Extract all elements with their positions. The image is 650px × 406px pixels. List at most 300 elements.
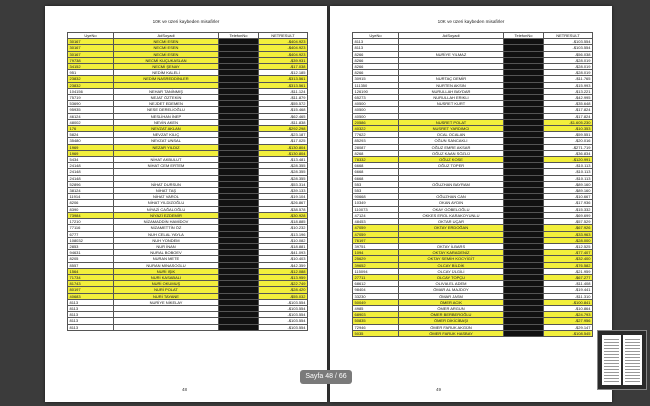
net-result-cell: -$103.554 bbox=[544, 45, 593, 51]
ad-soyadi-cell: NESE DERELİOĞLU bbox=[114, 107, 219, 113]
net-result-cell: -$56.038 bbox=[544, 51, 593, 57]
uye-no-cell: 33230 bbox=[353, 293, 399, 299]
header-uyeno: UyeNo bbox=[353, 33, 399, 39]
ad-soyadi-cell: OLCAY TOPÇU bbox=[399, 274, 504, 280]
uye-no-cell: 8266 bbox=[353, 51, 399, 57]
net-result-cell: -$17.025 bbox=[259, 138, 308, 144]
thumbnail-page-left[interactable] bbox=[602, 335, 621, 385]
net-result-cell: -$11.765 bbox=[544, 76, 593, 82]
net-result-cell: -$28.019 bbox=[544, 64, 593, 70]
thumbnail-line bbox=[625, 369, 640, 370]
net-result-cell: -$89.160 bbox=[544, 188, 593, 194]
ad-soyadi-cell: NİYAZİ CAĞALOĞLU bbox=[114, 206, 219, 212]
uye-no-cell: 553 bbox=[353, 188, 399, 194]
ad-soyadi-cell: OKKES EROL KARAKOYUNLU bbox=[399, 212, 504, 218]
net-result-cell: -$130.804 bbox=[259, 150, 308, 156]
uye-no-cell: 39652 bbox=[353, 262, 399, 268]
uye-no-cell: 8268 bbox=[353, 150, 399, 156]
uye-no-cell: 8390 bbox=[68, 206, 114, 212]
uye-no-cell: 5035 bbox=[353, 330, 399, 336]
uye-no-cell: 2853 bbox=[68, 243, 114, 249]
uye-no-cell: 11914 bbox=[68, 194, 114, 200]
net-result-cell: -$33.963 bbox=[544, 231, 593, 237]
header-telefonno: TelefonNo bbox=[219, 33, 259, 39]
ad-soyadi-cell: NESLİHAN İNEP bbox=[114, 113, 219, 119]
ad-soyadi-cell: NURİYE NİKELAY bbox=[114, 299, 219, 305]
ad-soyadi-cell: NURİ POLAT bbox=[114, 287, 219, 293]
uye-no-cell: 1969 bbox=[68, 144, 114, 150]
uye-no-cell: 80197 bbox=[68, 287, 114, 293]
net-result-cell: -$30.928 bbox=[259, 212, 308, 218]
net-result-cell: -$27.956 bbox=[544, 318, 593, 324]
ad-soyadi-cell: NEVZAT AKLAN bbox=[114, 126, 219, 132]
uye-no-cell: 8205 bbox=[68, 256, 114, 262]
net-result-cell: -$67.926 bbox=[544, 225, 593, 231]
uye-no-cell: 176 bbox=[68, 126, 114, 132]
net-result-cell: -$10.082 bbox=[259, 237, 308, 243]
page-number-left: 48 bbox=[182, 387, 188, 392]
net-result-cell: -$15.468 bbox=[259, 107, 308, 113]
net-result-cell: -$26.867 bbox=[259, 200, 308, 206]
net-result-cell: -$404.923 bbox=[259, 39, 308, 45]
net-result-cell: -$69.699 bbox=[544, 212, 593, 218]
uye-no-cell: 75719 bbox=[68, 95, 114, 101]
uye-no-cell: 48002 bbox=[68, 119, 114, 125]
net-result-cell: -$42.995 bbox=[544, 95, 593, 101]
uye-no-cell: 8266 bbox=[353, 70, 399, 76]
ad-soyadi-cell: ÖMER ARGUN bbox=[399, 305, 504, 311]
uye-no-cell: 72946 bbox=[353, 324, 399, 330]
net-result-cell: -$13.196 bbox=[259, 231, 308, 237]
net-result-cell: -$15.332 bbox=[544, 206, 593, 212]
header-netresult: NETRESULT bbox=[544, 33, 593, 39]
net-result-cell: -$32.400 bbox=[544, 256, 593, 262]
net-result-cell: -$10.403 bbox=[259, 256, 308, 262]
uye-no-cell: 8113 bbox=[353, 45, 399, 51]
net-result-cell: -$120.991 bbox=[544, 157, 593, 163]
uye-no-cell: 27711 bbox=[353, 274, 399, 280]
net-result-cell: -$17.038 bbox=[259, 64, 308, 70]
net-result-cell: -$39.133 bbox=[259, 188, 308, 194]
ad-soyadi-cell: NECMİ ESEN bbox=[114, 39, 219, 45]
uye-no-cell: 95935 bbox=[68, 107, 114, 113]
net-result-cell: -$17.824 bbox=[544, 113, 593, 119]
page-title-left: 10K ve üzeri kaybeden misafirler bbox=[152, 19, 220, 24]
uye-no-cell: 24148 bbox=[68, 175, 114, 181]
thumbnail-line bbox=[625, 357, 640, 358]
uye-no-cell: 30167 bbox=[68, 45, 114, 51]
uye-no-cell: 40322 bbox=[353, 126, 399, 132]
uye-no-cell: 23832 bbox=[68, 82, 114, 88]
ad-soyadi-cell: NECMİ ESEN bbox=[114, 45, 219, 51]
uye-no-cell: 553 bbox=[353, 181, 399, 187]
page-title-right: 10K ve üzeri kaybeden misafirler bbox=[437, 19, 505, 24]
net-result-cell: -$130.804 bbox=[259, 144, 308, 150]
ad-soyadi-cell: ÖMER ACIK bbox=[399, 299, 504, 305]
ad-soyadi-cell: NUH CELAL YAYLA bbox=[114, 231, 219, 237]
pdf-page-left bbox=[45, 6, 327, 402]
ad-soyadi-cell: ÖMER FARUK AKGÜN bbox=[399, 324, 504, 330]
ad-soyadi-cell: OĞUZ EMRE AKSAR bbox=[399, 144, 504, 150]
table-row bbox=[353, 330, 593, 336]
page-thumbnail-navigator[interactable] bbox=[597, 330, 647, 390]
net-result-cell: -$18.881 bbox=[259, 243, 308, 249]
ad-soyadi-cell: NEDİM KALELİ bbox=[114, 70, 219, 76]
net-result-cell: -$21.959 bbox=[544, 268, 593, 274]
net-result-cell: -$19.104 bbox=[259, 194, 308, 200]
net-result-cell: -$10.353 bbox=[544, 126, 593, 132]
net-result-cell: -$24.793 bbox=[544, 312, 593, 318]
net-result-cell: -$39.931 bbox=[259, 57, 308, 63]
net-result-cell: -$17.824 bbox=[544, 107, 593, 113]
uye-no-cell: 46124 bbox=[68, 113, 114, 119]
ad-soyadi-cell: NUSRET YARDIMCI bbox=[399, 126, 504, 132]
thumbnail-line bbox=[604, 375, 619, 376]
net-result-cell: -$59.551 bbox=[544, 132, 593, 138]
uye-no-cell: 104156 bbox=[68, 88, 114, 94]
uye-no-cell: 23832 bbox=[68, 76, 114, 82]
net-result-cell: -$28.355 bbox=[259, 175, 308, 181]
uye-no-cell: 6668 bbox=[353, 175, 399, 181]
ad-soyadi-cell: NECMİ ESEN bbox=[114, 51, 219, 57]
thumbnail-line bbox=[625, 348, 640, 349]
ad-soyadi-cell: NURAL BOBOEV bbox=[114, 250, 219, 256]
net-result-cell: -$57.529 bbox=[544, 219, 593, 225]
net-result-cell: -$10.864 bbox=[544, 305, 593, 311]
thumbnail-line bbox=[625, 342, 640, 343]
net-result-cell: -$77.407 bbox=[544, 250, 593, 256]
uye-no-cell: 52896 bbox=[68, 181, 114, 187]
uye-no-cell: 17210 bbox=[68, 219, 114, 225]
ad-soyadi-cell: NUH YONDEM bbox=[114, 237, 219, 243]
net-result-cell: -$103.554 bbox=[259, 312, 308, 318]
thumbnail-line bbox=[625, 378, 640, 379]
uye-no-cell: 20586 bbox=[353, 119, 399, 125]
net-result-cell: -$10.113 bbox=[544, 169, 593, 175]
ad-soyadi-cell: NİHAT DURSUN bbox=[114, 181, 219, 187]
net-result-cell: -$103.554 bbox=[259, 305, 308, 311]
net-result-cell: -$29.147 bbox=[544, 324, 593, 330]
net-result-cell: -$28.019 bbox=[544, 70, 593, 76]
net-result-cell: -$10.113 bbox=[544, 163, 593, 169]
net-result-cell: -$28.019 bbox=[544, 57, 593, 63]
net-result-cell: -$108.545 bbox=[544, 330, 593, 336]
net-result-cell: -$41.093 bbox=[259, 250, 308, 256]
ad-soyadi-cell: NEVZAT UNSAL bbox=[114, 138, 219, 144]
net-result-cell: -$42.359 bbox=[259, 262, 308, 268]
thumbnail-line bbox=[625, 366, 640, 367]
thumbnail-line bbox=[604, 357, 619, 358]
uye-no-cell: 6668 bbox=[353, 163, 399, 169]
uye-no-cell: 68612 bbox=[353, 281, 399, 287]
thumbnail-line bbox=[604, 363, 619, 364]
ad-soyadi-cell: NECMİ ŞENAY bbox=[114, 64, 219, 70]
thumbnail-line bbox=[625, 360, 640, 361]
ad-soyadi-cell: OKAN AYDIN bbox=[399, 200, 504, 206]
net-result-cell: -$35.648 bbox=[544, 101, 593, 107]
net-result-cell: -$100.841 bbox=[544, 299, 593, 305]
uye-no-cell: 115094 bbox=[353, 268, 399, 274]
uye-no-cell: 40500 bbox=[353, 113, 399, 119]
ad-soyadi-cell: NURİYE YILMAZ bbox=[399, 51, 504, 57]
net-result-cell: -$292.298 bbox=[259, 126, 308, 132]
net-result-cell: -$28.420 bbox=[259, 287, 308, 293]
uye-no-cell: 111350 bbox=[353, 82, 399, 88]
ad-soyadi-cell: NURULLAH BAYDAR bbox=[399, 88, 504, 94]
uye-no-cell: 30915 bbox=[353, 76, 399, 82]
thumbnail-line bbox=[604, 342, 619, 343]
ad-soyadi-cell: NURİ OKUMUŞ bbox=[114, 281, 219, 287]
uye-no-cell: 48453 bbox=[353, 219, 399, 225]
uye-no-cell: 39751 bbox=[353, 243, 399, 249]
net-result-cell: -$11.310 bbox=[544, 293, 593, 299]
ad-soyadi-cell: ÖMER DİKİCİBAŞI bbox=[399, 318, 504, 324]
header-telefonno: TelefonNo bbox=[504, 33, 544, 39]
thumbnail-line bbox=[604, 372, 619, 373]
ad-soyadi-cell: NEJAT ÖZTEKİN bbox=[114, 95, 219, 101]
uye-no-cell: 40500 bbox=[353, 101, 399, 107]
uye-no-cell: 85293 bbox=[353, 138, 399, 144]
uye-no-cell: 8206 bbox=[68, 200, 114, 206]
ad-soyadi-cell: NİHAT AKBULUT bbox=[114, 157, 219, 163]
uye-no-cell: 1969 bbox=[68, 150, 114, 156]
uye-no-cell: 53690 bbox=[68, 101, 114, 107]
ad-soyadi-cell: NİHAT TAŞ bbox=[114, 188, 219, 194]
telefon-no-cell bbox=[219, 324, 259, 330]
uye-no-cell: 5824 bbox=[68, 132, 114, 138]
net-result-cell: -$36.834 bbox=[544, 150, 593, 156]
ad-soyadi-cell: NİZAMETTİN ÖZ bbox=[114, 225, 219, 231]
net-result-cell: -$11.408 bbox=[544, 281, 593, 287]
ad-soyadi-cell: ÖMAR AL MAJDOY bbox=[399, 287, 504, 293]
net-result-cell: -$313.561 bbox=[259, 76, 308, 82]
uye-no-cell: 34152 bbox=[68, 64, 114, 70]
ad-soyadi-cell: OKTAY İLBARS bbox=[399, 243, 504, 249]
net-result-cell: -$28.355 bbox=[259, 163, 308, 169]
uye-no-cell: 40500 bbox=[353, 107, 399, 113]
net-result-cell: -$20.016 bbox=[544, 138, 593, 144]
net-result-cell: -$103.554 bbox=[259, 299, 308, 305]
net-result-cell: -$12.525 bbox=[544, 243, 593, 249]
uye-no-cell: 71734 bbox=[68, 274, 114, 280]
ad-soyadi-cell: NİHAT VAROL bbox=[114, 194, 219, 200]
thumbnail-line bbox=[625, 345, 640, 346]
uye-no-cell: 8113 bbox=[68, 324, 114, 330]
uye-no-cell: 25629 bbox=[353, 256, 399, 262]
ad-soyadi-cell: NEJDET EDEMEN bbox=[114, 101, 219, 107]
net-result-cell: -$76.582 bbox=[544, 262, 593, 268]
thumbnail-line bbox=[604, 348, 619, 349]
ad-soyadi-cell: NURULLAH ERIKLI bbox=[399, 95, 504, 101]
ad-soyadi-cell: NİHAT YILDIZOĞLU bbox=[114, 200, 219, 206]
net-result-cell: -$313.561 bbox=[259, 82, 308, 88]
ad-soyadi-cell: NEZAR YILDIZ bbox=[114, 144, 219, 150]
uye-no-cell: 108032 bbox=[68, 237, 114, 243]
uye-no-cell: 6777 bbox=[68, 231, 114, 237]
ad-soyadi-cell: NİYAZİ EZDEMİR bbox=[114, 212, 219, 218]
net-result-cell: -$11.879 bbox=[259, 95, 308, 101]
uye-no-cell: 47059 bbox=[353, 231, 399, 237]
ad-soyadi-cell: NEHAR TANİNMIŞ bbox=[114, 88, 219, 94]
uye-no-cell: 47059 bbox=[353, 225, 399, 231]
ad-soyadi-cell: OLCAY BİLDİK bbox=[399, 262, 504, 268]
uye-no-cell: 30167 bbox=[68, 51, 114, 57]
uye-no-cell: 76197 bbox=[353, 237, 399, 243]
thumbnail-page-right[interactable] bbox=[623, 335, 642, 385]
uye-no-cell: 6668 bbox=[353, 169, 399, 175]
uye-no-cell: 35480 bbox=[68, 138, 114, 144]
net-result-cell: -$271.719 bbox=[544, 144, 593, 150]
net-result-cell: -$13.221 bbox=[544, 88, 593, 94]
uye-no-cell: 1564 bbox=[68, 268, 114, 274]
uye-no-cell: 24148 bbox=[68, 163, 114, 169]
ad-soyadi-cell: NURTEN AKSIN bbox=[399, 82, 504, 88]
ad-soyadi-cell: ÖMER FARUK HASBAY bbox=[399, 330, 504, 336]
thumbnail-line bbox=[604, 378, 619, 379]
ad-soyadi-cell: OĞUZ KAAN SÖZLÜ bbox=[399, 150, 504, 156]
thumbnail-line bbox=[604, 354, 619, 355]
thumbnail-line bbox=[625, 375, 640, 376]
ad-soyadi-cell bbox=[114, 324, 219, 330]
uye-no-cell: 1094 bbox=[353, 250, 399, 256]
ad-soyadi-cell: OKAY GÖBELOĞLU bbox=[399, 206, 504, 212]
uye-no-cell: 47124 bbox=[353, 212, 399, 218]
net-result-cell: -$15.993 bbox=[544, 82, 593, 88]
ad-soyadi-cell: NUSRET POLAT bbox=[399, 119, 504, 125]
uye-no-cell: 81743 bbox=[68, 281, 114, 287]
net-result-cell: -$17.936 bbox=[544, 200, 593, 206]
uye-no-cell: 4985 bbox=[353, 305, 399, 311]
thumbnail-line bbox=[625, 354, 640, 355]
ad-soyadi-cell: OKTAY SEMİH KOCYİGİT bbox=[399, 256, 504, 262]
ad-soyadi-cell: ÖMER BERBEROĞLU bbox=[399, 312, 504, 318]
uye-no-cell: 68903 bbox=[353, 312, 399, 318]
net-result-cell: -$103.554 bbox=[259, 324, 308, 330]
uye-no-cell: 8113 bbox=[353, 39, 399, 45]
ad-soyadi-cell: OĞUN SANCAKLI bbox=[399, 138, 504, 144]
net-result-cell: -$11.838 bbox=[259, 119, 308, 125]
uye-no-cell: 8113 bbox=[68, 299, 114, 305]
pdf-page-right bbox=[330, 6, 612, 402]
net-result-cell: -$67.277 bbox=[544, 274, 593, 280]
ad-soyadi-cell: OĞUZ TOPER bbox=[399, 163, 504, 169]
ad-soyadi-cell: NİHAT CEM ERTEM bbox=[114, 163, 219, 169]
uye-no-cell: 90668 bbox=[353, 194, 399, 200]
net-result-cell: -$10.113 bbox=[544, 175, 593, 181]
thumbnail-line bbox=[625, 351, 640, 352]
net-result-cell: -$103.554 bbox=[259, 318, 308, 324]
ad-soyadi-cell: OĞUZHAN BAYRAM bbox=[399, 181, 504, 187]
net-result-cell: -$53.314 bbox=[259, 181, 308, 187]
net-result-cell: -$23.187 bbox=[259, 132, 308, 138]
telefon-no-cell bbox=[504, 330, 544, 336]
net-result-cell: -$10.232 bbox=[259, 225, 308, 231]
ad-soyadi-cell: OKTAR UÇAR bbox=[399, 219, 504, 225]
uye-no-cell: 78332 bbox=[353, 157, 399, 163]
uye-no-cell: 30167 bbox=[68, 39, 114, 45]
uye-no-cell: 50049 bbox=[353, 299, 399, 305]
net-result-cell: -$55.032 bbox=[259, 293, 308, 299]
uye-no-cell: 8113 bbox=[68, 318, 114, 324]
ad-soyadi-cell: NURİ KASABALI bbox=[114, 274, 219, 280]
net-result-cell: -$103.554 bbox=[544, 39, 593, 45]
guest-table-left bbox=[67, 32, 308, 331]
ad-soyadi-cell: NURİ TAYANE bbox=[114, 293, 219, 299]
ad-soyadi-cell: OKTAY KARADENİZ bbox=[399, 250, 504, 256]
uye-no-cell: 94631 bbox=[68, 250, 114, 256]
ad-soyadi-cell: ÖMAR JASM bbox=[399, 293, 504, 299]
net-result-cell: -$404.923 bbox=[259, 45, 308, 51]
uye-no-cell: 8113 bbox=[68, 312, 114, 318]
uye-no-cell: 5434 bbox=[68, 157, 114, 163]
net-result-cell: -$11.124 bbox=[259, 88, 308, 94]
ad-soyadi-cell: OĞUZ KOSE bbox=[399, 157, 504, 163]
ad-soyadi-cell: NECMİ KUÇUKASLAN bbox=[114, 57, 219, 63]
uye-no-cell: 77116 bbox=[68, 225, 114, 231]
thumbnail-line bbox=[604, 381, 619, 382]
uye-no-cell: 79738 bbox=[68, 57, 114, 63]
thumbnail-line bbox=[625, 363, 640, 364]
uye-no-cell: 77622 bbox=[353, 132, 399, 138]
net-result-cell: -$13.481 bbox=[259, 157, 308, 163]
uye-no-cell: 98404 bbox=[353, 287, 399, 293]
net-result-cell: -$22.749 bbox=[259, 281, 308, 287]
ad-soyadi-cell: OLCAY ÜLGİLİ bbox=[399, 268, 504, 274]
net-result-cell: -$28.000 bbox=[544, 237, 593, 243]
ad-soyadi-cell: NEVİN AKEN bbox=[114, 119, 219, 125]
thumbnail-line bbox=[625, 372, 640, 373]
net-result-cell: -$13.959 bbox=[259, 274, 308, 280]
header-adsoyadi: AdSoyadi bbox=[114, 33, 219, 39]
thumbnail-line bbox=[625, 339, 640, 340]
ad-soyadi-cell: OKTAY ERDOĞAN bbox=[399, 225, 504, 231]
net-result-cell: -$62.465 bbox=[259, 113, 308, 119]
net-result-cell: -$19.441 bbox=[544, 287, 593, 293]
uye-no-cell: 28087 bbox=[353, 144, 399, 150]
uye-no-cell: 65273 bbox=[353, 95, 399, 101]
ad-soyadi-cell: NURTAÇ DEMİR bbox=[399, 76, 504, 82]
thumbnail-line bbox=[604, 360, 619, 361]
uye-no-cell: 951 bbox=[68, 70, 114, 76]
net-result-cell: -$404.923 bbox=[259, 51, 308, 57]
uye-no-cell: 38124 bbox=[68, 188, 114, 194]
uye-no-cell: 110073 bbox=[353, 206, 399, 212]
thumbnail-line bbox=[604, 369, 619, 370]
header-netresult: NETRESULT bbox=[259, 33, 308, 39]
guest-table-right bbox=[352, 32, 593, 337]
ad-soyadi-cell: OLIVIA EL ADEM bbox=[399, 281, 504, 287]
net-result-cell: -$28.355 bbox=[259, 169, 308, 175]
net-result-cell: -$10.667 bbox=[544, 194, 593, 200]
net-result-cell: -$18.885 bbox=[259, 219, 308, 225]
thumbnail-line bbox=[604, 345, 619, 346]
thumbnail-line bbox=[604, 351, 619, 352]
uye-no-cell: 73984 bbox=[68, 212, 114, 218]
ad-soyadi-cell: NURİ IŞIK bbox=[114, 268, 219, 274]
net-result-cell: -$1.605.230 bbox=[544, 119, 593, 125]
uye-no-cell: 50835 bbox=[353, 318, 399, 324]
page-indicator: Sayfa 48 / 66 bbox=[300, 370, 352, 384]
net-result-cell: -$38.578 bbox=[259, 206, 308, 212]
uye-no-cell: 40683 bbox=[68, 293, 114, 299]
ad-soyadi-cell: NEDİM NASREDDİNLER bbox=[114, 76, 219, 82]
net-result-cell: -$89.160 bbox=[544, 181, 593, 187]
table-row bbox=[68, 324, 308, 330]
ad-soyadi-cell: NEVZAT KILIÇ bbox=[114, 132, 219, 138]
ad-soyadi-cell: NUSRET KURT bbox=[399, 101, 504, 107]
uye-no-cell: 8266 bbox=[353, 57, 399, 63]
page-number-right: 49 bbox=[436, 387, 442, 392]
